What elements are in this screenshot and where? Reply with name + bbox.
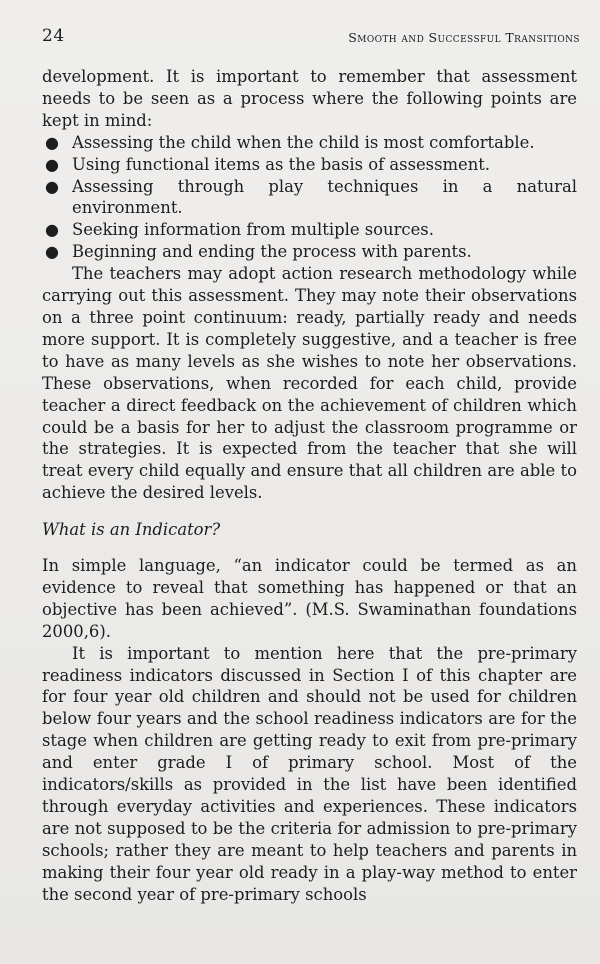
action-research-paragraph: The teachers may adopt action research methodology while carrying out this assessment. They may note their observations on a three point continuum: ready, partially ready and needs more support. It is completely suggestive, and a teacher is free to have as many levels as she wishes to note her observations. These observations, when recorded for each child, provide teacher a direct feedback on the achievement of children which could be a basis for her to adjust the classroom programme or the strategies. It is expected from the teacher that she will treat every child equally and ensure that all children are able to achieve the desired levels. — [42, 264, 577, 503]
body-text — [42, 66, 577, 906]
list-item-text: Assessing the child when the child is most comfortable. — [72, 132, 535, 152]
list-item — [42, 132, 577, 154]
bullet-icon: ● — [45, 132, 59, 152]
list-item — [42, 176, 577, 220]
bullet-icon: ● — [45, 176, 59, 196]
list-item-text: Assessing through play techniques in a natural environment. — [72, 176, 577, 218]
section-heading: What is an Indicator? — [42, 520, 221, 540]
page-number: 24 — [42, 26, 65, 46]
bullet-icon: ● — [45, 220, 59, 240]
list-item — [42, 219, 577, 241]
list-item — [42, 154, 577, 176]
page-header — [42, 26, 580, 52]
running-head: Smooth and Successful Transitions — [348, 30, 580, 45]
indicator-definition-paragraph: In simple language, “an indicator could be termed as an evidence to reveal that something has happened or that an objective has been achieved”. (M.S. Swaminathan foundations 2000,6). — [42, 556, 577, 641]
bullet-icon: ● — [45, 242, 59, 262]
assessment-points-list — [42, 132, 577, 263]
readiness-indicators-paragraph: It is important to mention here that the pre-primary readiness indicators discussed in Section I of this chapter are for four year old children and should not be used for children below four years and the school readiness indicators are for the stage when children are getting ready to exit from pre-primary and enter grade I of primary school. Most of the indicators/skills as provided in the list have been identified through everyday activities and experiences. These indicators are not supposed to be the criteria for admission to pre-primary schools; rather they are meant to help teachers and parents in making their four year old ready in a play-way method to enter the second year of pre-primary schools — [42, 643, 577, 904]
list-item-text: Seeking information from multiple sources. — [72, 220, 434, 240]
list-item-text: Using functional items as the basis of assessment. — [72, 154, 491, 174]
bullet-icon: ● — [45, 154, 59, 174]
intro-paragraph: development. It is important to remember that assessment needs to be seen as a process where the following points are kept in mind: — [42, 67, 577, 130]
list-item — [42, 241, 577, 263]
list-item-text: Beginning and ending the process with parents. — [72, 242, 472, 262]
